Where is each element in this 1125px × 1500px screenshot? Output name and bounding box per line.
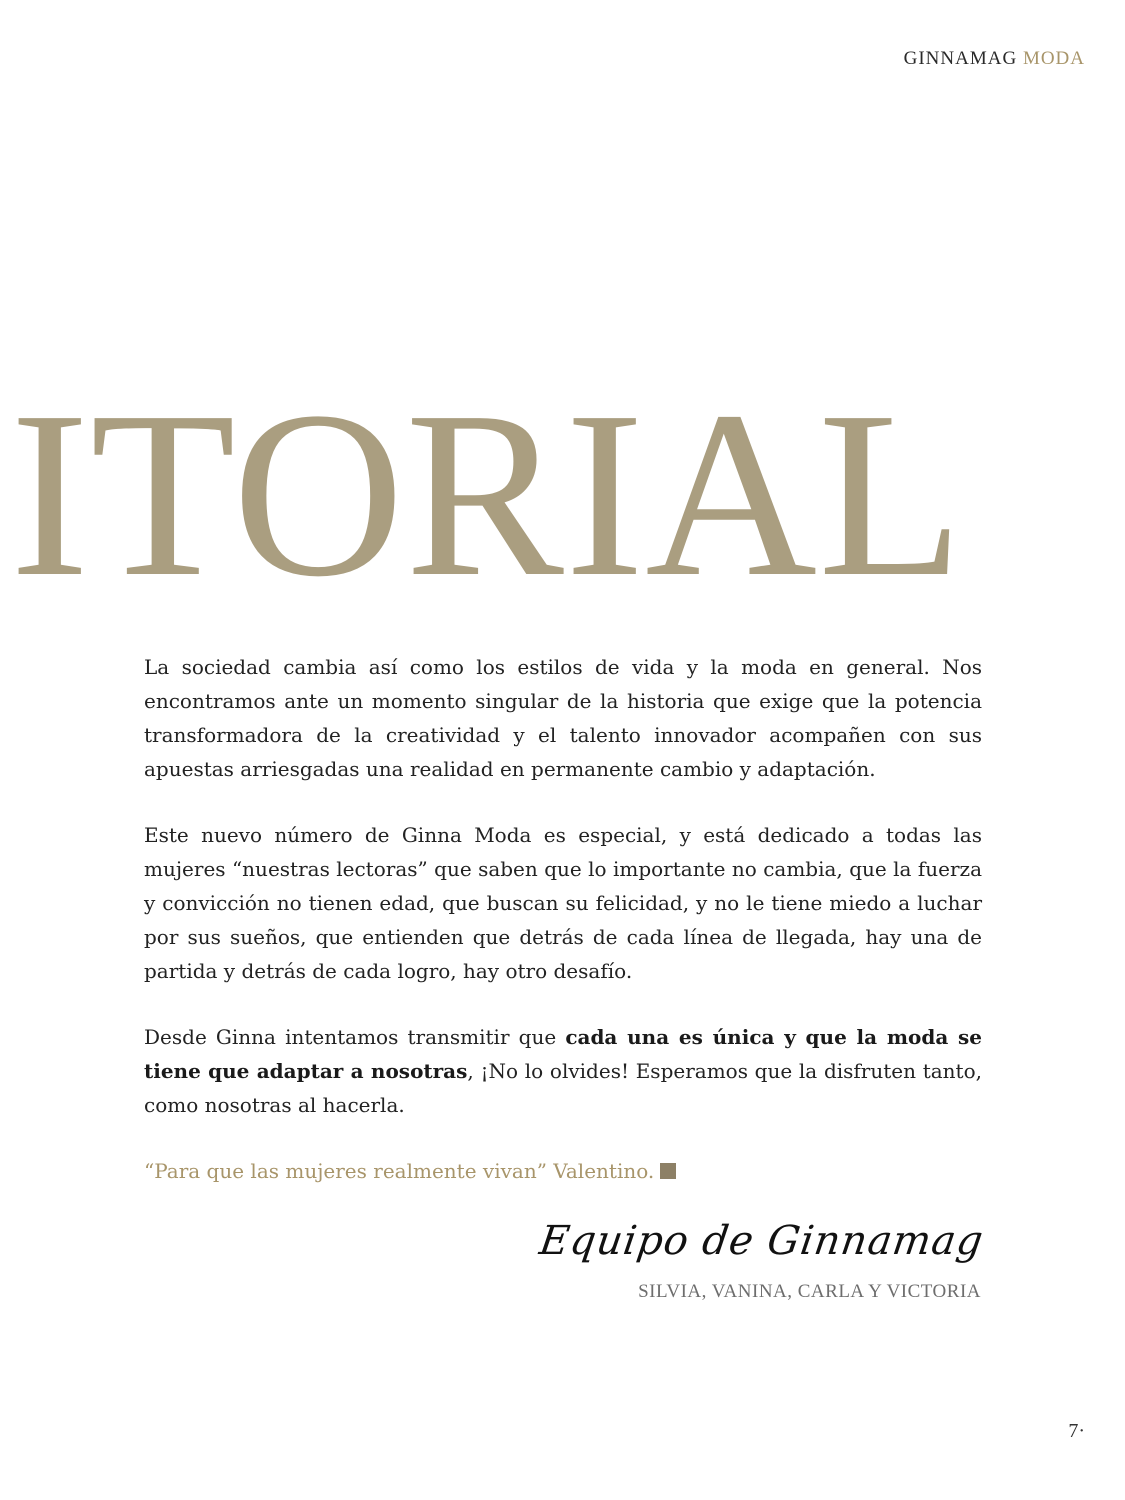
quote-text: “Para que las mujeres realmente vivan” Valentino. [144,1159,655,1183]
header-section: MODA [1022,48,1085,69]
signature: Equipo de Ginnamag [536,1218,987,1264]
paragraph-1: La sociedad cambia así como los estilos de vida y la moda en general. Nos encontramos ante un momento singular de la historia que exige que la potencia transformadora de la creatividad y el talento innovador acompañen con sus apuestas arriesgadas una realidad en permanente cambio y adaptación. [144,655,982,781]
running-header [904,48,1085,70]
paragraph-3 [144,1020,982,1122]
signers-names: SILVIA, VANINA, CARLA Y VICTORIA [638,1281,981,1302]
header-brand: GINNAMAG [903,48,1018,69]
end-mark-icon [660,1163,676,1179]
editorial-body [144,650,982,1220]
page-title-fragment: ITORIAL [10,363,965,626]
closing-quote [144,1154,982,1188]
paragraph-3-highlight: cada una es única y que la moda se tiene que adaptar a nosotras [144,1025,983,1083]
page-number: 7· [1068,1420,1085,1442]
paragraph-3-end: , ¡No lo olvides! Esperamos que la disfruten tanto, como nosotras al hacerla. [144,1059,982,1117]
paragraph-2: Este nuevo número de Ginna Moda es especial, y está dedicado a todas las mujeres “nuestras lectoras” que saben que lo importante no cambia, que la fuerza y convicción no tienen edad, que buscan su felicidad, y no le tiene miedo a luchar por sus sueños, que entienden que detrás de cada línea de llegada, hay una de partida y detrás de cada logro, hay otro desafío. [144,823,982,983]
paragraph-3-start: Desde Ginna intentamos transmitir que [144,1025,566,1049]
